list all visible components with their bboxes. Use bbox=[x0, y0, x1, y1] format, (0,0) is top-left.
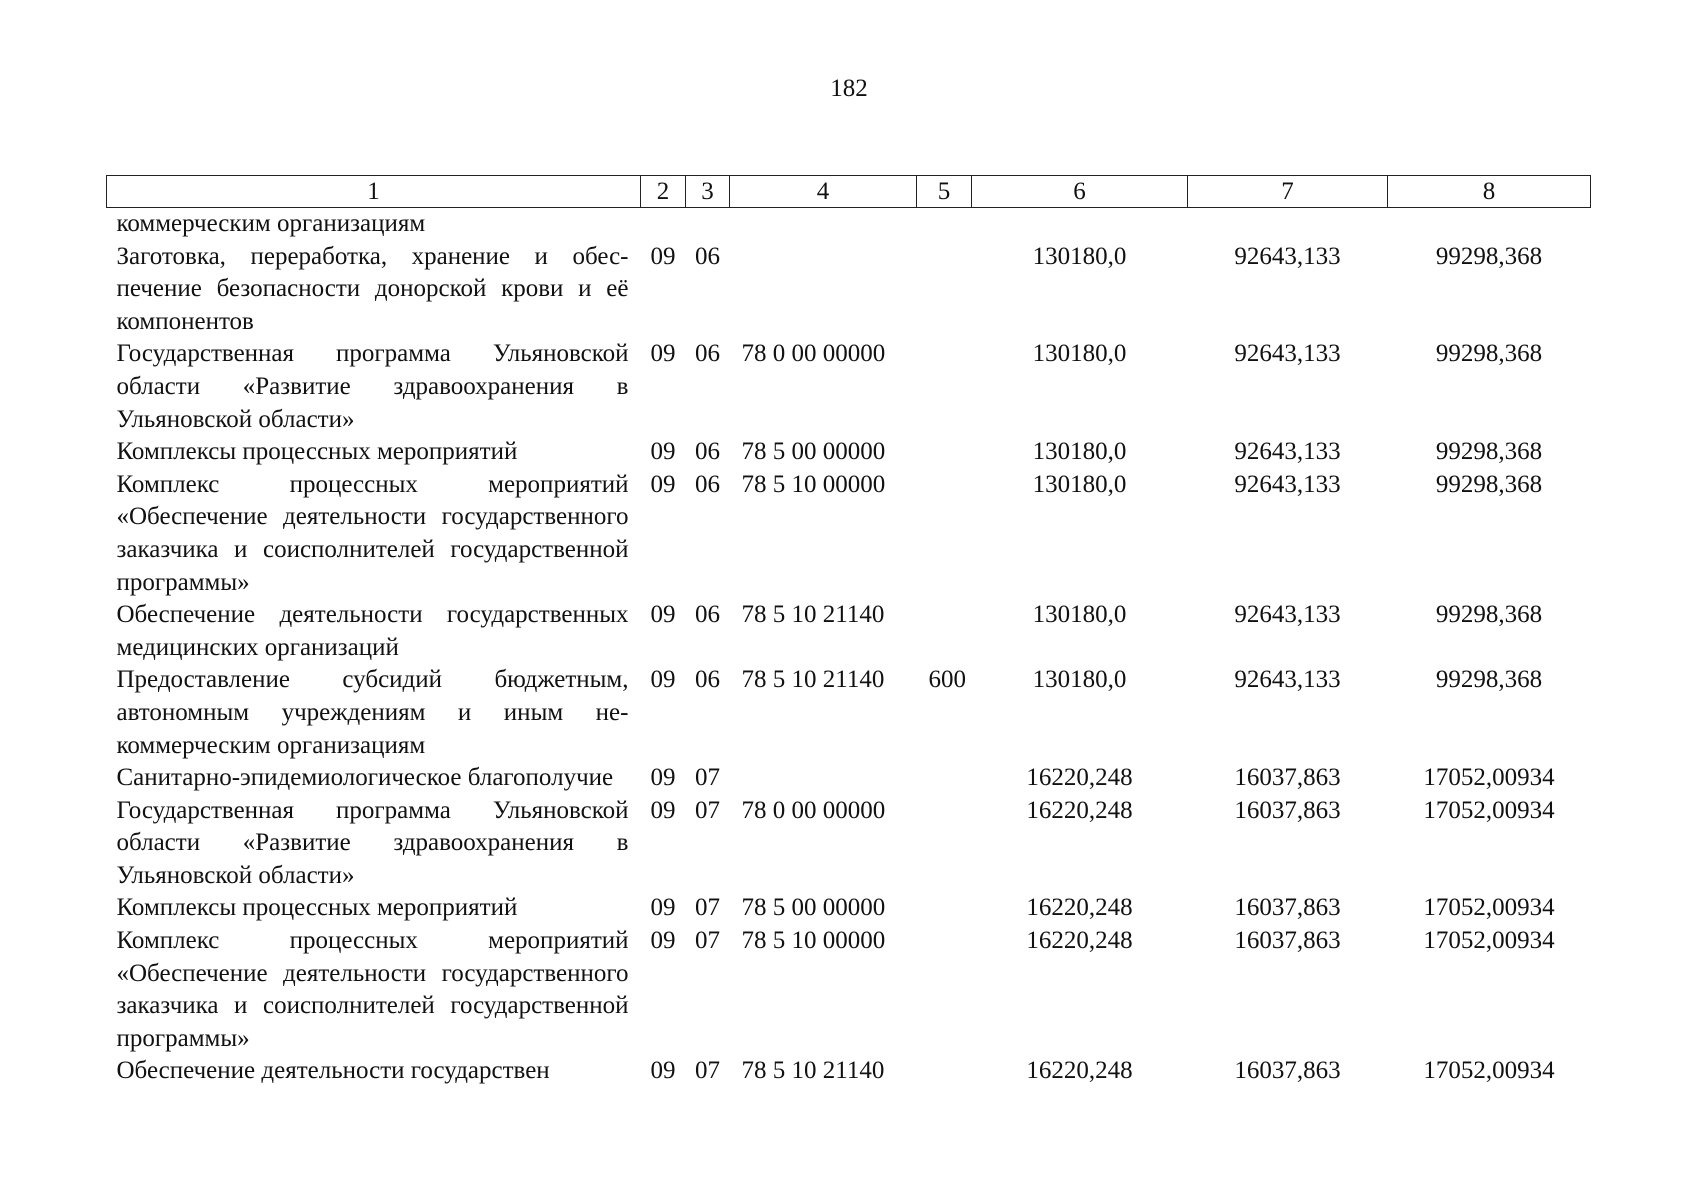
cell-item-name: Комплекс процессных мероприятий «Обеспечение деятельности государственного заказчика и соисполнителей государственной программы» bbox=[116, 927, 629, 1052]
table-row bbox=[107, 208, 1591, 241]
table-row bbox=[107, 762, 1591, 795]
column-header-8: 8 bbox=[1388, 176, 1591, 208]
cell-code-expense bbox=[917, 436, 972, 469]
cell-code-subsection bbox=[686, 208, 730, 241]
cell-code-subsection: 06 bbox=[695, 242, 720, 270]
page-number: 182 bbox=[830, 75, 868, 102]
table-row bbox=[107, 599, 1591, 664]
table-body bbox=[107, 208, 1591, 1089]
cell-code-subsection: 06 bbox=[695, 601, 720, 629]
budget-table bbox=[106, 175, 1591, 1088]
cell-item-name: Государственная программа Ульяновской области «Развитие здравоохранения в Ульяновской области» bbox=[116, 796, 629, 889]
cell-amount-year-1: 16220,248 bbox=[1026, 796, 1133, 824]
cell-code-section: 09 bbox=[650, 1057, 676, 1085]
column-header-6: 6 bbox=[972, 176, 1188, 208]
cell-amount-year-3: 99298,368 bbox=[1435, 666, 1543, 694]
cell-amount-year-2: 16037,863 bbox=[1234, 764, 1341, 792]
cell-code-subsection: 07 bbox=[695, 764, 720, 792]
cell-amount-year-2: 16037,863 bbox=[1234, 796, 1341, 824]
cell-code-expense bbox=[917, 1055, 972, 1088]
cell-item-name: Заготовка, переработка, хранение и обеспечение безопасности донорской крови и её компонентов bbox=[116, 242, 629, 335]
cell-amount-year-3: 17052,00934 bbox=[1423, 796, 1555, 824]
cell-item-name: Предоставление субсидий бюджетным, автономным учреждениям и иным некоммерческим организациям bbox=[116, 666, 629, 759]
cell-amount-year-1: 130180,0 bbox=[1032, 340, 1127, 368]
cell-code-target: 78 5 10 21140 bbox=[741, 1057, 885, 1085]
cell-code-expense bbox=[917, 338, 972, 436]
cell-item-name: Государственная программа Ульяновской области «Развитие здравоохранения в Ульяновской области» bbox=[116, 340, 629, 433]
cell-code-target: 78 5 00 00000 bbox=[741, 894, 886, 922]
cell-code-subsection: 07 bbox=[695, 1057, 720, 1085]
table-header bbox=[107, 176, 1591, 208]
column-header-4: 4 bbox=[730, 176, 917, 208]
table-row bbox=[107, 469, 1591, 599]
cell-amount-year-2 bbox=[1188, 208, 1388, 241]
cell-item-name: коммерческим организациям bbox=[116, 210, 426, 237]
table-row bbox=[107, 892, 1591, 925]
cell-code-target: 78 5 10 00000 bbox=[741, 470, 886, 498]
cell-code-expense bbox=[917, 762, 972, 795]
cell-code-subsection: 06 bbox=[695, 666, 720, 694]
cell-amount-year-1: 130180,0 bbox=[1032, 601, 1127, 629]
column-header-1: 1 bbox=[107, 176, 641, 208]
cell-amount-year-2: 16037,863 bbox=[1234, 927, 1341, 955]
cell-code-target: 78 5 10 00000 bbox=[741, 927, 886, 955]
cell-code-subsection: 07 bbox=[695, 927, 720, 955]
cell-amount-year-3: 99298,368 bbox=[1435, 340, 1543, 368]
cell-amount-year-1: 130180,0 bbox=[1032, 470, 1127, 498]
cell-code-target bbox=[730, 762, 917, 795]
cell-code-section: 09 bbox=[650, 601, 676, 629]
cell-code-expense bbox=[917, 241, 972, 339]
cell-code-target: 78 5 10 21140 bbox=[741, 666, 885, 694]
column-header-3: 3 bbox=[686, 176, 730, 208]
cell-code-subsection: 06 bbox=[695, 340, 720, 368]
cell-amount-year-1: 130180,0 bbox=[1032, 242, 1127, 270]
cell-amount-year-2: 92643,133 bbox=[1234, 470, 1341, 498]
cell-amount-year-2: 92643,133 bbox=[1234, 601, 1341, 629]
table-row bbox=[107, 241, 1591, 339]
cell-code-subsection: 07 bbox=[695, 796, 720, 824]
cell-code-section: 09 bbox=[650, 796, 676, 824]
table-row bbox=[107, 664, 1591, 762]
cell-amount-year-3: 99298,368 bbox=[1435, 470, 1543, 498]
cell-code-section: 09 bbox=[650, 764, 676, 792]
cell-code-target bbox=[730, 241, 917, 339]
table-row bbox=[107, 338, 1591, 436]
cell-amount-year-3: 99298,368 bbox=[1435, 242, 1543, 270]
cell-code-section: 09 bbox=[650, 340, 676, 368]
cell-code-expense bbox=[917, 208, 972, 241]
cell-code-section: 09 bbox=[650, 470, 676, 498]
cell-item-name: Санитарно-эпидемиологическое благополучие bbox=[116, 764, 614, 792]
cell-code-expense bbox=[917, 795, 972, 893]
cell-code-expense bbox=[917, 469, 972, 599]
cell-code-target bbox=[730, 208, 917, 241]
cell-item-name: Обеспечение деятельности государственных медицинских организаций bbox=[116, 601, 629, 661]
cell-item-name: Комплекс процессных мероприятий «Обеспечение деятельности государственного заказчика и соисполнителей государственной программы» bbox=[116, 470, 629, 596]
cell-code-section: 09 bbox=[650, 242, 676, 270]
cell-code-subsection: 07 bbox=[695, 894, 720, 922]
cell-amount-year-3: 99298,368 bbox=[1435, 438, 1543, 466]
cell-code-expense: 600 bbox=[928, 666, 966, 694]
cell-code-section bbox=[641, 208, 686, 241]
cell-amount-year-2: 92643,133 bbox=[1234, 340, 1341, 368]
cell-code-section: 09 bbox=[650, 666, 676, 694]
table-row bbox=[107, 795, 1591, 893]
cell-code-section: 09 bbox=[650, 894, 676, 922]
cell-amount-year-3: 17052,00934 bbox=[1423, 927, 1555, 955]
column-header-2: 2 bbox=[641, 176, 686, 208]
cell-code-subsection: 06 bbox=[695, 470, 720, 498]
cell-amount-year-1: 16220,248 bbox=[1026, 764, 1133, 792]
cell-code-target: 78 5 10 21140 bbox=[741, 601, 885, 629]
cell-amount-year-2: 16037,863 bbox=[1234, 1057, 1341, 1085]
cell-code-section: 09 bbox=[650, 438, 676, 466]
cell-code-expense bbox=[917, 892, 972, 925]
cell-code-subsection: 06 bbox=[695, 438, 720, 466]
cell-amount-year-1: 130180,0 bbox=[1032, 438, 1127, 466]
cell-amount-year-3: 17052,00934 bbox=[1423, 764, 1555, 792]
cell-amount-year-1: 16220,248 bbox=[1026, 1057, 1133, 1085]
table-row bbox=[107, 925, 1591, 1055]
cell-amount-year-2: 16037,863 bbox=[1234, 894, 1341, 922]
cell-amount-year-3 bbox=[1388, 208, 1591, 241]
cell-item-name: Комплексы процессных мероприятий bbox=[116, 438, 518, 466]
cell-amount-year-2: 92643,133 bbox=[1234, 666, 1341, 694]
cell-amount-year-1: 130180,0 bbox=[1032, 666, 1127, 694]
cell-amount-year-3: 99298,368 bbox=[1435, 601, 1543, 629]
cell-code-section: 09 bbox=[650, 927, 676, 955]
cell-amount-year-2: 92643,133 bbox=[1234, 438, 1341, 466]
cell-amount-year-3: 17052,00934 bbox=[1423, 894, 1555, 922]
table-row bbox=[107, 436, 1591, 469]
cell-code-target: 78 0 00 00000 bbox=[741, 340, 886, 368]
cell-amount-year-1 bbox=[972, 208, 1188, 241]
cell-amount-year-1: 16220,248 bbox=[1026, 894, 1133, 922]
cell-item-name: Комплексы процессных мероприятий bbox=[116, 894, 518, 922]
cell-amount-year-1: 16220,248 bbox=[1026, 927, 1133, 955]
cell-code-target: 78 0 00 00000 bbox=[741, 796, 886, 824]
cell-code-expense bbox=[917, 599, 972, 664]
table-row bbox=[107, 1055, 1591, 1088]
column-header-7: 7 bbox=[1188, 176, 1388, 208]
column-header-5: 5 bbox=[917, 176, 972, 208]
cell-amount-year-3: 17052,00934 bbox=[1423, 1057, 1555, 1085]
header-row bbox=[107, 176, 1591, 208]
cell-item-name: Обеспечение деятельности государствен bbox=[116, 1057, 550, 1085]
cell-code-target: 78 5 00 00000 bbox=[741, 438, 886, 466]
cell-code-expense bbox=[917, 925, 972, 1055]
cell-amount-year-2: 92643,133 bbox=[1234, 242, 1341, 270]
